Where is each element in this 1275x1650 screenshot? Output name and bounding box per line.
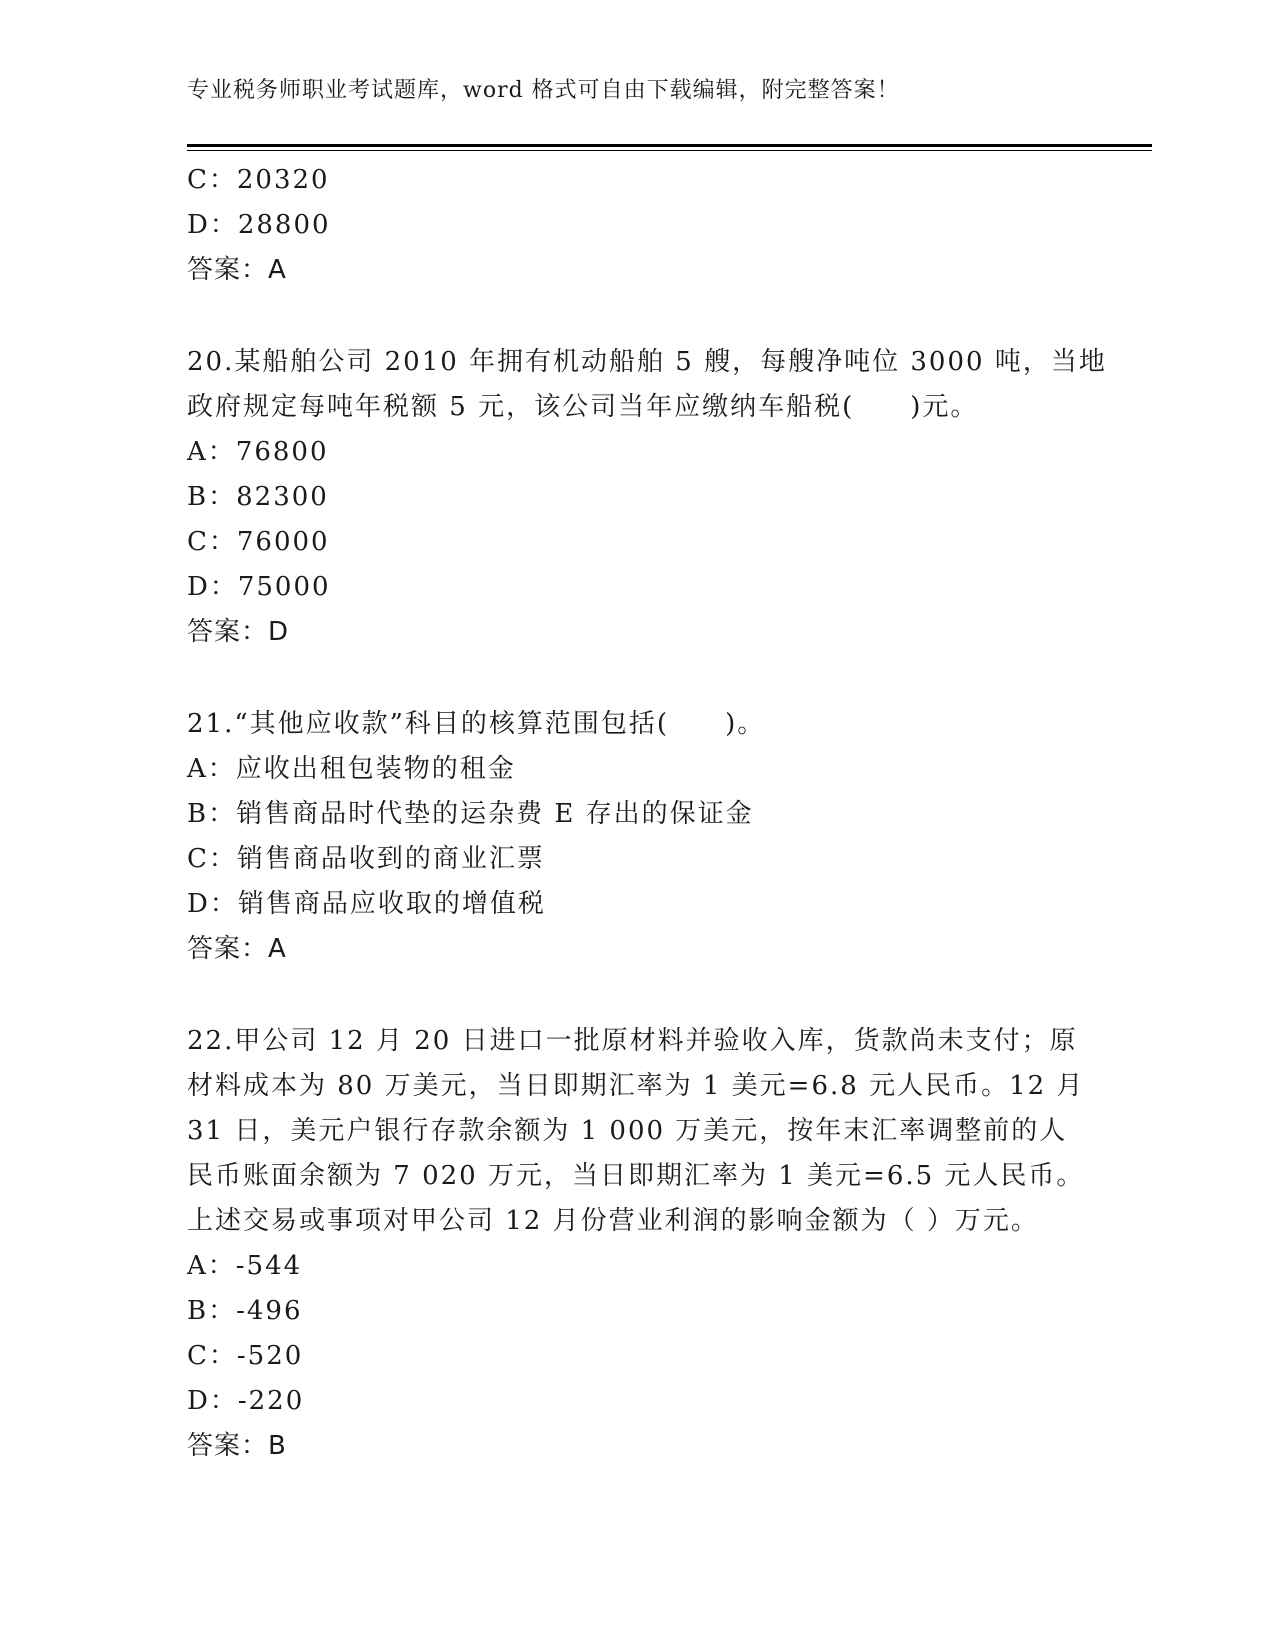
header-divider-thin <box>187 150 1152 151</box>
question-stem-line: 20.某船舶公司 2010 年拥有机动船舶 5 艘，每艘净吨位 3000 吨，当地 <box>187 347 1107 377</box>
answer-line: 答案：A <box>187 255 287 285</box>
option-b: B：销售商品时代垫的运杂费 E 存出的保证金 <box>187 799 754 829</box>
option-b: B：82300 <box>187 482 329 512</box>
option-c: C：20320 <box>187 165 330 195</box>
question-19-tail <box>187 158 1087 293</box>
option-a: A：76800 <box>187 437 329 467</box>
spacer <box>187 293 1087 340</box>
option-c: C：-520 <box>187 1341 304 1371</box>
option-b: B：-496 <box>187 1296 303 1326</box>
page-header: 专业税务师职业考试题库，word 格式可自由下载编辑，附完整答案！ <box>187 78 900 103</box>
option-c: C：76000 <box>187 527 330 557</box>
spacer <box>187 972 1087 1019</box>
spacer <box>187 655 1087 702</box>
option-d: D：-220 <box>187 1386 305 1416</box>
question-stem-line: 21.“其他应收款”科目的核算范围包括( )。 <box>187 709 766 739</box>
question-stem-line: 材料成本为 80 万美元，当日即期汇率为 1 美元=6.8 元人民币。12 月 <box>187 1071 1085 1101</box>
question-stem-line: 民币账面余额为 7 020 万元，当日即期汇率为 1 美元=6.5 元人民币。 <box>187 1161 1085 1191</box>
question-22 <box>187 1019 1087 1469</box>
question-20 <box>187 340 1107 655</box>
question-stem-line: 上述交易或事项对甲公司 12 月份营业利润的影响金额为（ ）万元。 <box>187 1206 1039 1236</box>
option-a: A：-544 <box>187 1251 303 1281</box>
option-a: A：应收出租包装物的租金 <box>187 754 516 784</box>
answer-line: 答案：B <box>187 1431 287 1461</box>
question-stem-line: 政府规定每吨年税额 5 元，该公司当年应缴纳车船税( )元。 <box>187 392 979 422</box>
answer-line: 答案：D <box>187 617 290 647</box>
question-stem-line: 22.甲公司 12 月 20 日进口一批原材料并验收入库，货款尚未支付；原 <box>187 1026 1078 1056</box>
option-d: D：75000 <box>187 572 331 602</box>
question-21 <box>187 702 1087 972</box>
answer-line: 答案：A <box>187 934 287 964</box>
header-divider-thick <box>187 144 1152 147</box>
question-list <box>187 158 1107 1469</box>
option-d: D：28800 <box>187 210 331 240</box>
question-stem-line: 31 日，美元户银行存款余额为 1 000 万美元，按年末汇率调整前的人 <box>187 1116 1068 1146</box>
option-c: C：销售商品收到的商业汇票 <box>187 844 545 874</box>
option-d: D：销售商品应收取的增值税 <box>187 889 546 919</box>
